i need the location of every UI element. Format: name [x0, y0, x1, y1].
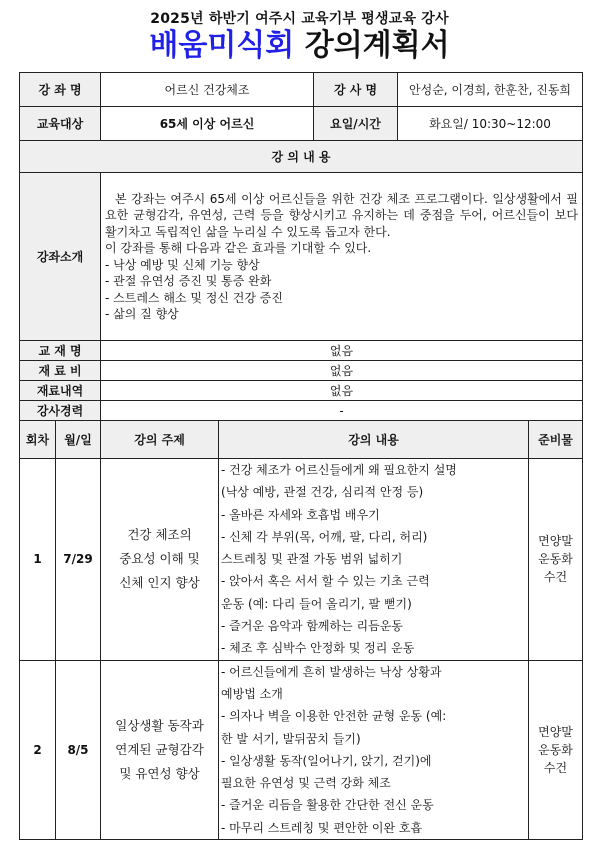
document-subtitle: 2025년 하반기 여주시 교육기부 평생교육 강사	[150, 11, 449, 27]
prep-line: 면양말	[538, 534, 573, 549]
material-row	[20, 381, 583, 401]
title-rest: 강의계획서	[294, 28, 450, 63]
content-line: (낙상 예방, 관절 건강, 심리적 안정 등)	[221, 485, 424, 500]
course-row	[20, 73, 583, 107]
career-value: -	[101, 401, 583, 421]
session-date: 8/5	[56, 660, 101, 839]
material-row	[20, 341, 583, 361]
content-line: - 앉아서 혹은 서서 할 수 있는 기초 근력	[221, 574, 430, 589]
prep-line: 면양말	[538, 724, 573, 739]
content-line: - 마무리 스트레칭 및 편안한 이완 호흡	[221, 820, 423, 835]
content-header: 강의 내용	[219, 421, 529, 459]
material-detail-value: 없음	[101, 381, 583, 401]
session-number: 2	[20, 660, 56, 839]
content-line: - 체조 후 심박수 안정화 및 정리 운동	[221, 641, 415, 656]
textbook-label: 교 재 명	[20, 341, 101, 361]
content-line: 운동 (예: 다리 들어 올리기, 팔 뻗기)	[221, 596, 412, 611]
target-value: 65세 이상 어르신	[101, 107, 314, 141]
course-value: 어르신 건강체조	[101, 73, 314, 107]
intro-label: 강좌소개	[20, 173, 101, 341]
prep-line: 수건	[543, 760, 568, 775]
intro-paragraph: 본 강좌는 여주시 65세 이상 어르신들을 위한 건강 체조 프로그램이다. 일상생활에서 필요한 균형감각, 유연성, 근력 등을 향상시키고 유지하는 데 중점을 두어, 어르신들이 보다 활기차고 독립적인 삶을 누리실 수 있도록 돕고자 한다.	[105, 191, 579, 239]
content-line: - 올바른 자세와 호흡법 배우기	[221, 507, 380, 522]
prep-line: 운동화	[538, 742, 573, 757]
material-fee-label: 재 료 비	[20, 361, 101, 381]
content-line: - 즐거운 음악과 함께하는 리듬운동	[221, 619, 403, 634]
session-header: 회차	[20, 421, 56, 459]
subject-line: 및 유연성 향상	[119, 765, 200, 781]
content-line: - 어르신들에게 흔히 발생하는 낙상 상황과	[221, 664, 442, 679]
effect-item: - 낙상 예방 및 신체 기능 향상	[105, 257, 260, 272]
intro-text	[101, 173, 583, 341]
textbook-value: 없음	[101, 341, 583, 361]
target-label: 교육대상	[20, 107, 101, 141]
subject-line: 일상생활 동작과	[115, 717, 204, 733]
date-header: 월/일	[56, 421, 101, 459]
material-row	[20, 401, 583, 421]
session-row	[20, 459, 583, 661]
content-line: 한 발 서기, 발뒤꿈치 들기)	[221, 731, 361, 746]
target-row	[20, 107, 583, 141]
session-prep	[529, 459, 583, 661]
section-title: 강 의 내 용	[20, 141, 583, 173]
content-line: 예방법 소개	[221, 686, 283, 701]
content-line: - 건강 체조가 어르신들에게 왜 필요한지 설명	[221, 463, 457, 477]
session-number: 1	[20, 459, 56, 661]
lecture-plan-table	[19, 72, 583, 840]
content-line: - 즐거운 리듬을 활용한 간단한 전신 운동	[221, 798, 434, 813]
content-line: - 일상생활 동작(일어나기, 앉기, 걷기)에	[221, 753, 432, 768]
prep-line: 수건	[543, 570, 568, 585]
course-label: 강 좌 명	[20, 73, 101, 107]
time-label: 요일/시간	[314, 107, 398, 141]
instructor-label: 강 사 명	[314, 73, 398, 107]
material-fee-value: 없음	[101, 361, 583, 381]
session-date: 7/29	[56, 459, 101, 661]
instructor-value: 안성순, 이경희, 한훈찬, 진동희	[398, 73, 583, 107]
subject-line: 중요성 이해 및	[119, 551, 200, 567]
effect-item: - 관절 유연성 증진 및 통증 완화	[105, 274, 272, 288]
session-content	[219, 459, 529, 661]
session-subject	[101, 459, 219, 661]
subject-line: 신체 인지 향상	[119, 575, 200, 591]
intro-row	[20, 173, 583, 341]
effect-item: - 스트레스 해소 및 정신 건강 증진	[105, 290, 283, 305]
subject-line: 건강 체조의	[127, 527, 192, 543]
prep-header: 준비물	[529, 421, 583, 459]
title-accent: 배움미식회	[149, 28, 295, 63]
schedule-header-row	[20, 421, 583, 459]
subject-line: 연계된 균형감각	[115, 741, 204, 757]
content-line: - 의자나 벽을 이용한 안전한 균형 운동 (예:	[221, 709, 447, 724]
prep-line: 운동화	[538, 552, 573, 567]
content-line: - 신체 각 부위(목, 어깨, 팔, 다리, 허리)	[221, 529, 428, 544]
effects-intro: 이 강좌를 통해 다음과 같은 효과를 기대할 수 있다.	[105, 241, 372, 255]
document-title	[0, 26, 599, 66]
material-detail-label: 재료내역	[20, 381, 101, 401]
session-row	[20, 660, 583, 839]
subject-header: 강의 주제	[101, 421, 219, 459]
content-line: 필요한 유연성 및 근력 강화 체조	[221, 776, 391, 791]
material-row	[20, 361, 583, 381]
content-line: 스트레칭 및 관절 가동 범위 넓히기	[221, 552, 403, 567]
session-content	[219, 660, 529, 839]
session-prep	[529, 660, 583, 839]
session-subject	[101, 660, 219, 839]
effect-item: - 삶의 질 향상	[105, 307, 179, 321]
section-title-row	[20, 141, 583, 173]
time-value: 화요일/ 10:30~12:00	[398, 107, 583, 141]
career-label: 강사경력	[20, 401, 101, 421]
